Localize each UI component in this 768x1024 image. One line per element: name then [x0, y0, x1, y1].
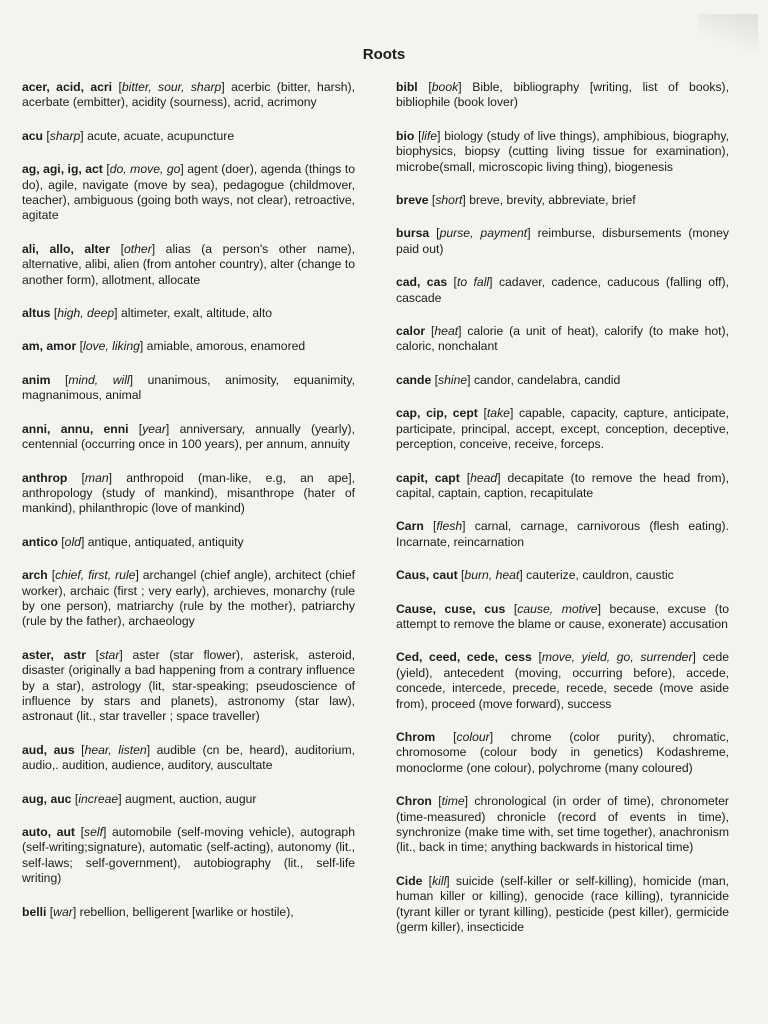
root-examples: carnal, carnage, carnivorous (flesh eating). Incarnate, reincarnation — [396, 519, 729, 549]
root-meaning: burn, heat — [464, 568, 520, 583]
root-examples: candor, candelabra, candid — [473, 372, 621, 387]
root-entry: anni, annu, enni [year] anniversary, annually (yearly), centennial (occurring once in 100 years), per annum, annuity — [22, 421, 355, 452]
root-meaning: head — [470, 470, 498, 485]
root-word: altus — [22, 306, 51, 321]
root-examples: altimeter, exalt, altitude, alto — [120, 306, 273, 321]
root-meaning: life — [421, 128, 438, 143]
root-examples: capable, capacity, capture, anticipate, participate, principal, accept, except, conception, deceptive, perception, conceive, receive, forceps. — [396, 406, 729, 452]
root-examples: unanimous, animosity, equanimity, magnanimous, animal — [22, 372, 355, 403]
root-word: Cause, cuse, cus — [396, 601, 506, 616]
root-meaning: time — [441, 794, 465, 809]
root-meaning: war — [53, 904, 73, 919]
root-examples: audible (cn be, heard), auditorium, audio,. audition, audience, auditory, auscultate — [22, 742, 355, 773]
root-word: acu — [22, 128, 44, 143]
root-examples: cadaver, cadence, caducous (falling off), cascade — [396, 275, 729, 305]
root-word: capit, capt — [396, 470, 460, 485]
root-meaning: purse, payment — [439, 226, 528, 241]
root-entry: breve [short] breve, brevity, abbreviate, brief — [396, 193, 636, 208]
root-word: auto, aut — [22, 825, 75, 839]
root-word: cande — [396, 372, 432, 387]
root-examples: breve, brevity, abbreviate, brief — [469, 193, 636, 208]
root-meaning: other — [123, 241, 152, 256]
root-examples: cede (yield), antecedent (moving, occurring before), accede, concede, intercede, precede, recede, secede (move aside from), proceed (move forward), success — [396, 650, 730, 711]
root-entry: cad, cas [to fall] cadaver, cadence, caducous (falling off), cascade — [396, 275, 729, 305]
root-entry: Caus, caut [burn, heat] cauterize, cauldron, caustic — [396, 568, 674, 583]
root-meaning: shine — [438, 372, 468, 387]
root-meaning: heat — [434, 324, 459, 339]
root-entry: Ced, ceed, cede, cess [move, yield, go, surrender] cede (yield), antecedent (moving, occurring before), accede, concede, intercede, precede, recede, secede (move aside from), proceed (move forward), success — [396, 650, 730, 711]
root-meaning: colour — [456, 729, 490, 744]
root-entry: belli [war] rebellion, belligerent [warlike or hostile), — [22, 904, 294, 919]
root-meaning: flesh — [436, 519, 463, 534]
root-meaning: bitter, sour, sharp — [121, 80, 222, 94]
root-examples: anthropoid (man-like, e.g, an ape], anthropology (study of mankind), misanthrope (hater of mankind), philanthropic (love of mankind) — [22, 470, 355, 516]
root-word: bibl — [396, 80, 418, 94]
root-entry: antico [old] antique, antiquated, antiquity — [22, 534, 244, 549]
root-examples: chrome (color purity), chromatic, chromosome (colour body in genetics) Kodashreme, monoclorme (one colour), polychrome (many coloured) — [396, 729, 729, 775]
root-word: Cide — [396, 873, 423, 888]
root-entry: ali, allo, alter [other] alias (a person's other name), alternative, alibi, alien (from antoher country), alter (change to another form), allotment, allocate — [22, 241, 355, 287]
root-examples: anniversary, annually (yearly), centennial (occurring once in 100 years), per annum, annuity — [22, 421, 355, 452]
root-meaning: take — [486, 406, 510, 421]
root-entry: calor [heat] calorie (a unit of heat), calorify (to make hot), caloric, nonchalant — [396, 324, 729, 354]
root-word: aug, auc — [22, 791, 72, 806]
root-entry: Chrom [colour] chrome (color purity), chromatic, chromosome (colour body in genetics) Kodashreme, monoclorme (one colour), polychrome (many coloured) — [396, 729, 729, 775]
root-meaning: star — [99, 647, 120, 662]
root-entry: altus [high, deep] altimeter, exalt, altitude, alto — [22, 306, 273, 321]
root-examples: alias (a person's other name), alternative, alibi, alien (from antoher country), alter (change to another form), allotment, allocate — [22, 241, 355, 287]
root-word: Ced, ceed, cede, cess — [396, 650, 532, 665]
root-word: anni, annu, enni — [22, 421, 129, 436]
page-title: Roots — [362, 46, 406, 63]
root-meaning: hear, listen — [84, 742, 147, 757]
root-word: breve — [396, 193, 429, 208]
root-examples: calorie (a unit of heat), calorify (to make hot), caloric, nonchalant — [396, 324, 729, 354]
root-examples: acute, acuate, acupuncture — [87, 128, 235, 143]
root-examples: decapitate (to remove the head from), capital, captain, caption, recapitulate — [396, 470, 729, 500]
root-entry: anthrop [man] anthropoid (man-like, e.g, an ape], anthropology (study of mankind), misanthrope (hater of mankind), philanthropic (love of mankind) — [22, 470, 355, 516]
root-meaning: old — [64, 534, 81, 549]
root-word: Chron — [396, 794, 432, 809]
root-entry: am, amor [love, liking] amiable, amorous, enamored — [22, 339, 306, 354]
root-meaning: to fall — [456, 275, 490, 290]
root-word: anim — [22, 372, 51, 387]
root-entry: Cause, cuse, cus [cause, motive] because, excuse (to attempt to remove the blame or cause, exonerate) accusation — [396, 601, 729, 631]
left-column — [22, 80, 355, 938]
root-meaning: book — [431, 80, 459, 94]
root-meaning: love, liking — [82, 339, 140, 354]
root-examples: acerbic (bitter, harsh), acerbate (embitter), acidity (sourness), acrid, acrimony — [22, 80, 355, 110]
root-examples: cauterize, cauldron, caustic — [526, 568, 674, 583]
root-entry: arch [chief, first, rule] archangel (chief angle), architect (chief worker), archaic (first ; very early), archieves, monarchy (rule by one person), matriarchy (rule by the mother), patriarchy (rule by the father), archaeology — [22, 568, 355, 629]
root-meaning: sharp — [49, 128, 81, 143]
root-meaning: increae — [78, 791, 119, 806]
root-meaning: self — [83, 825, 103, 839]
root-examples: antique, antiquated, antiquity — [87, 534, 244, 549]
root-examples: Bible, bibliography [writing, list of books), bibliophile (book lover) — [396, 80, 730, 110]
root-meaning: high, deep — [57, 306, 115, 321]
root-examples: suicide (self-killer or self-killing), homicide (man, human killer or killing), genocide (race killing), tyrannicide (tyrant killer or tyrant killing), pesticide (pest killer), germicide (germ killer), insecticide — [396, 873, 729, 935]
root-entry: cande [shine] candor, candelabra, candid — [396, 372, 621, 387]
root-entry: bio [life] biology (study of live things), amphibious, biography, biophysics, biopsy (cutting living tissue for examination), microbe(small, microscopic living thing), biogenesis — [396, 128, 729, 174]
right-column — [396, 80, 729, 953]
root-word: antico — [22, 534, 58, 549]
root-meaning: short — [435, 193, 463, 208]
root-examples: biology (study of live things), amphibious, biography, biophysics, biopsy (cutting living tissue for examination), microbe(small, microscopic living thing), biogenesis — [396, 128, 729, 174]
root-meaning: chief, first, rule — [55, 568, 136, 583]
root-entry: aud, aus [hear, listen] audible (cn be, heard), auditorium, audio,. audition, audience, auditory, auscultate — [22, 742, 355, 773]
root-examples: reimburse, disbursements (money paid out) — [396, 226, 729, 256]
root-examples: augment, auction, augur — [125, 791, 257, 806]
root-word: aud, aus — [22, 742, 75, 757]
root-word: belli — [22, 904, 47, 919]
root-meaning: man — [84, 470, 109, 485]
root-examples: automobile (self-moving vehicle), autograph (self-writing;signature), automatic (self-acting), autonomy (lit., self-laws; self-government), autobiography (lit., self-life writing) — [22, 825, 355, 886]
root-word: ag, agi, ig, act — [22, 162, 103, 177]
root-word: anthrop — [22, 470, 68, 485]
root-examples: archangel (chief angle), architect (chief worker), archaic (first ; very early), archieves, monarchy (rule by one person), matriarchy (rule by the mother), patriarchy (rule by the father), archaeology — [22, 568, 355, 629]
root-word: Carn — [396, 519, 424, 534]
root-entry: capit, capt [head] decapitate (to remove the head from), capital, captain, caption, recapitulate — [396, 470, 729, 500]
root-examples: rebellion, belligerent [warlike or hostile), — [79, 904, 294, 919]
root-examples: amiable, amorous, enamored — [146, 339, 306, 354]
root-word: bio — [396, 128, 415, 143]
root-entry: auto, aut [self] automobile (self-moving vehicle), autograph (self-writing;signature), automatic (self-acting), autonomy (lit., self-laws; self-government), autobiography (lit., self-life writing) — [22, 825, 355, 886]
root-entry: cap, cip, cept [take] capable, capacity, capture, anticipate, participate, principal, accept, except, conception, deceptive, perception, conceive, receive, forceps. — [396, 406, 729, 452]
root-entry: anim [mind, will] unanimous, animosity, equanimity, magnanimous, animal — [22, 372, 355, 403]
root-entry: ag, agi, ig, act [do, move, go] agent (doer), agenda (things to do), agile, navigate (move by sea), pedagogue (childmover, teacher), ambiguous (going both ways, not clear), retroactive, agitate — [22, 162, 356, 223]
root-meaning: cause, motive — [517, 601, 598, 616]
root-word: ali, allo, alter — [22, 241, 111, 256]
root-entry: aster, astr [star] aster (star flower), asterisk, asteroid, disaster (originally a bad happening from a contrary influence by a star), astrology (lit, star-speaking; pseudoscience of influence by stars and planets), astronomy (star law), astronaut (lit., star traveller ; space traveller) — [22, 647, 356, 724]
root-examples: aster (star flower), asterisk, asteroid, disaster (originally a bad happening from a contrary influence by a star), astrology (lit, star-speaking; pseudoscience of influence by stars and planets), astronomy (star law), astronaut (lit., star traveller ; space traveller) — [22, 647, 356, 724]
root-examples: agent (doer), agenda (things to do), agile, navigate (move by sea), pedagogue (childmover, teacher), ambiguous (going both ways, not clear), retroactive, agitate — [22, 162, 356, 223]
root-word: cap, cip, cept — [396, 406, 478, 421]
root-word: acer, acid, acri — [22, 80, 113, 94]
root-word: arch — [22, 568, 48, 583]
root-entry: bursa [purse, payment] reimburse, disbursements (money paid out) — [396, 226, 729, 256]
root-word: calor — [396, 324, 426, 339]
root-meaning: move, yield, go, surrender — [541, 650, 693, 665]
root-word: Caus, caut — [396, 568, 458, 583]
root-meaning: year — [142, 421, 166, 436]
root-entry: Cide [kill] suicide (self-killer or self-killing), homicide (man, human killer or killing), genocide (race killing), tyrannicide (tyrant killer or tyrant killing), pesticide (pest killer), germicide (germ killer), insecticide — [396, 873, 729, 935]
root-word: aster, astr — [22, 647, 86, 662]
root-meaning: do, move, go — [109, 162, 181, 177]
root-word: bursa — [396, 226, 430, 241]
root-meaning: kill — [432, 873, 447, 888]
root-word: Chrom — [396, 729, 436, 744]
root-entry: Carn [flesh] carnal, carnage, carnivorous (flesh eating). Incarnate, reincarnation — [396, 519, 729, 549]
root-examples: chronological (in order of time), chronometer (time-measured) chronicle (record of events in time), synchronize (make time with, set time together), anachronism (lit., back in time; anything backwards in historical time) — [396, 794, 729, 855]
root-word: am, amor — [22, 339, 77, 354]
root-meaning: mind, will — [68, 372, 130, 387]
root-entry: acu [sharp] acute, acuate, acupuncture — [22, 128, 235, 143]
root-entry: bibl [book] Bible, bibliography [writing, list of books), bibliophile (book lover) — [396, 80, 730, 110]
root-examples: because, excuse (to attempt to remove the blame or cause, exonerate) accusation — [396, 601, 729, 631]
root-entry: aug, auc [increae] augment, auction, augur — [22, 791, 257, 806]
root-entry: Chron [time] chronological (in order of time), chronometer (time-measured) chronicle (record of events in time), synchronize (make time with, set time together), anachronism (lit., back in time; anything backwards in historical time) — [396, 794, 729, 855]
root-entry: acer, acid, acri [bitter, sour, sharp] acerbic (bitter, harsh), acerbate (embitter), acidity (sourness), acrid, acrimony — [22, 80, 355, 110]
root-word: cad, cas — [396, 275, 448, 290]
